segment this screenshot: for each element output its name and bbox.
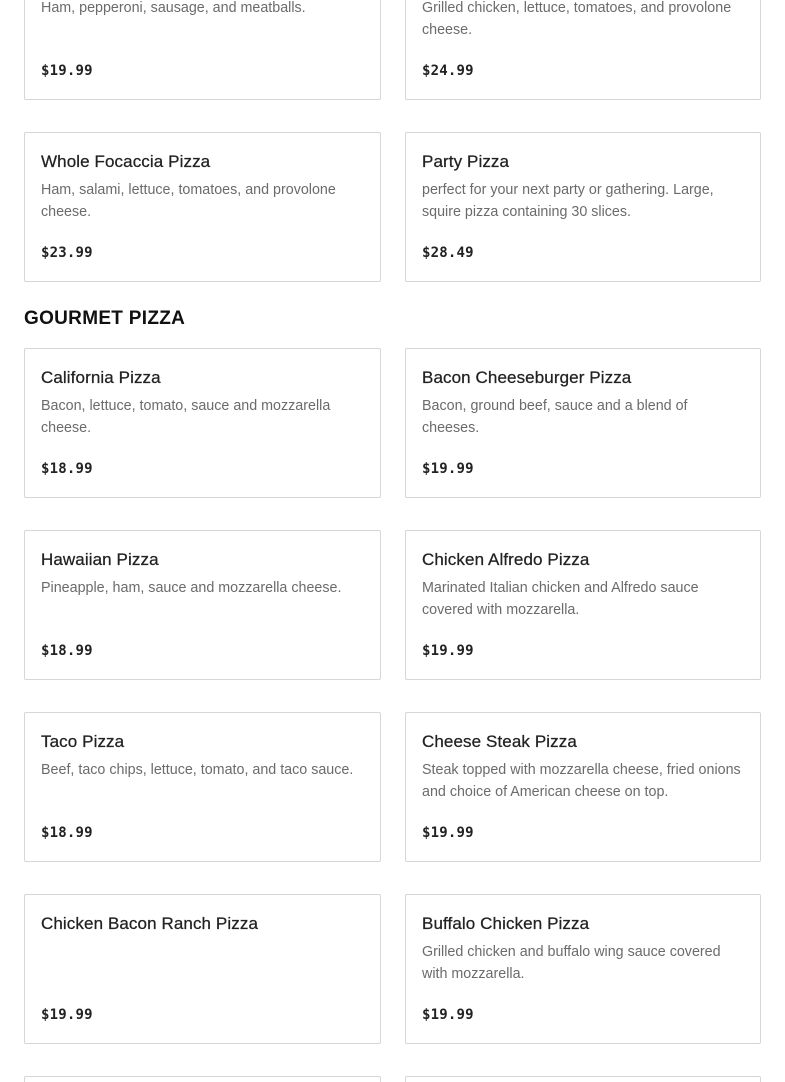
menu-item-price: $19.99: [422, 825, 474, 841]
menu-item-price: $19.99: [422, 1007, 474, 1023]
menu-item-description: Grilled chicken and buffalo wing sauce covered with mozzarella.: [422, 944, 721, 982]
menu-item-description: Bacon, ground beef, sauce and a blend of cheeses.: [422, 398, 688, 436]
menu-item-card[interactable]: [405, 132, 761, 282]
menu-item-card[interactable]: [24, 348, 381, 498]
menu-item-price: $28.49: [422, 245, 474, 261]
menu-item-price: $18.99: [41, 461, 93, 477]
menu-item-description: Ham, pepperoni, sausage, and meatballs.: [41, 0, 306, 16]
menu-item-price: $24.99: [422, 63, 474, 79]
menu-item-price: $19.99: [422, 643, 474, 659]
menu-item-card[interactable]: [24, 1076, 381, 1082]
menu-item-card[interactable]: [405, 348, 761, 498]
menu-item-price: $18.99: [41, 643, 93, 659]
menu-item-name: Party Pizza: [422, 152, 510, 171]
menu-item-card[interactable]: [24, 530, 381, 680]
menu-item-card[interactable]: [405, 1076, 761, 1082]
menu-item-card[interactable]: [405, 712, 761, 862]
menu-item-description: Steak topped with mozzarella cheese, fried onions and choice of American cheese on top.: [422, 762, 741, 800]
menu-item-name: California Pizza: [41, 368, 161, 387]
menu-item-card[interactable]: [24, 894, 381, 1044]
menu-item-description: Grilled chicken, lettuce, tomatoes, and provolone cheese.: [422, 0, 732, 38]
menu-item-description: Pineapple, ham, sauce and mozzarella cheese.: [41, 580, 342, 596]
menu-item-name: Cheese Steak Pizza: [422, 732, 577, 751]
menu-item-price: $18.99: [41, 825, 93, 841]
menu-item-description: Marinated Italian chicken and Alfredo sauce covered with mozzarella.: [422, 580, 699, 618]
menu-item-description: Beef, taco chips, lettuce, tomato, and taco sauce.: [41, 762, 354, 778]
menu-item-name: Hawaiian Pizza: [41, 550, 159, 569]
menu-item-name: Chicken Bacon Ranch Pizza: [41, 914, 259, 933]
menu-item-card[interactable]: [405, 530, 761, 680]
menu-item-name: Chicken Alfredo Pizza: [422, 550, 590, 569]
menu-grid-gourmet: [24, 348, 761, 1082]
section-title-gourmet: GOURMET PIZZA: [24, 308, 186, 329]
menu-item-card[interactable]: [24, 132, 381, 282]
menu-item-price: $19.99: [422, 461, 474, 477]
menu-item-price: $19.99: [41, 1007, 93, 1023]
menu-item-name: Taco Pizza: [41, 732, 125, 751]
menu-item-card[interactable]: [405, 0, 761, 100]
menu-item-description: perfect for your next party or gathering. Large, squire pizza containing 30 slices.: [422, 182, 714, 220]
menu-item-card[interactable]: [24, 0, 381, 100]
menu-item-price: $23.99: [41, 245, 93, 261]
menu-item-card[interactable]: [24, 712, 381, 862]
menu-item-name: Buffalo Chicken Pizza: [422, 914, 590, 933]
menu-item-description: Bacon, lettuce, tomato, sauce and mozzarella cheese.: [41, 398, 331, 436]
menu-grid-top: [24, 0, 761, 282]
menu-item-name: Bacon Cheeseburger Pizza: [422, 368, 632, 387]
menu-item-price: $19.99: [41, 63, 93, 79]
menu-item-name: Whole Focaccia Pizza: [41, 152, 211, 171]
menu-item-description: Ham, salami, lettuce, tomatoes, and provolone cheese.: [41, 182, 336, 220]
menu-item-card[interactable]: [405, 894, 761, 1044]
